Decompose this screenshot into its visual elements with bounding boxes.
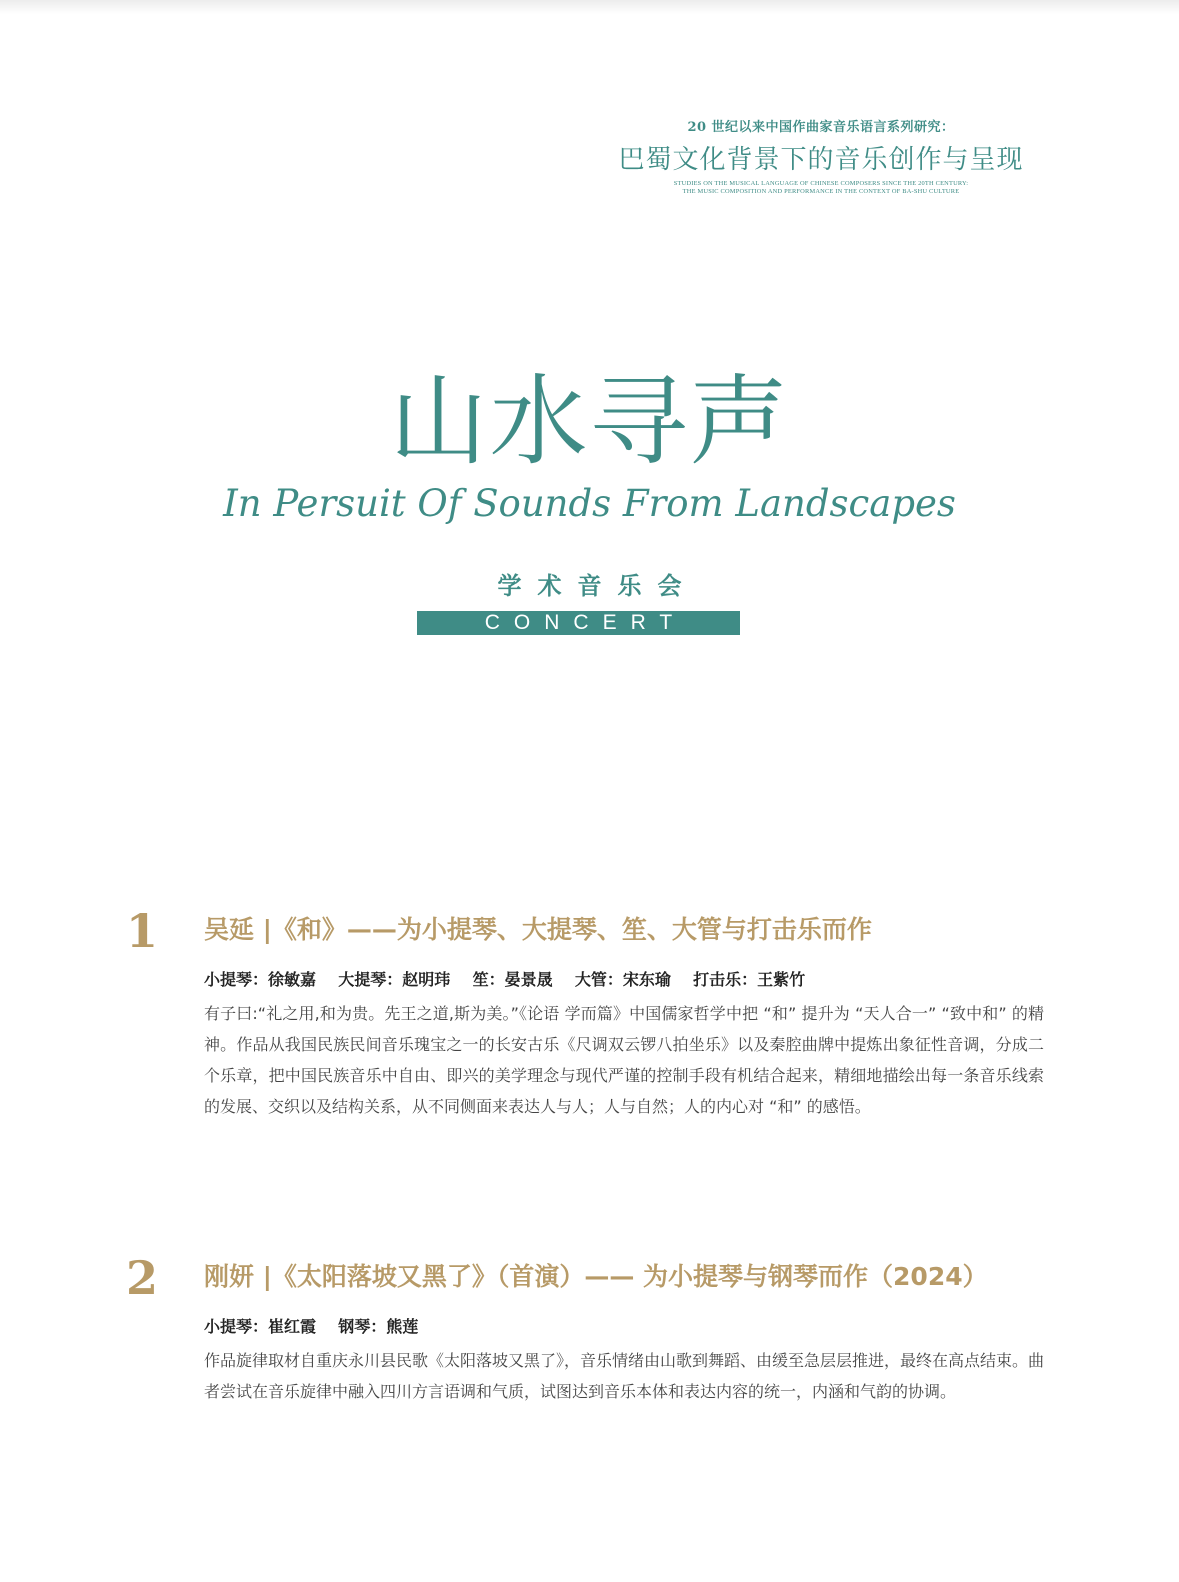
program-description: 有子曰:“礼之用,和为贵。先王之道,斯为美。”《论语 学而篇》中国儒家哲学中把 “和” 提升为 “天人合一” “致中和” 的精神。作品从我国民族民间音乐瑰宝之一的长安古乐《尺调双云锣八拍坐乐》以及秦腔曲牌中提炼出象征性音调，分成二个乐章，把中国民族音乐中自由、即兴的美学理念与现代严谨的控制手段有机结合起来，精细地描绘出每一条音乐线索的发展、交织以及结构关系，从不同侧面来表达人与人；人与自然；人的内心对 “和” 的感悟。 xyxy=(204,1004,1044,1116)
series-english-line-1: STUDIES ON THE MUSICAL LANGUAGE OF CHINESE COMPOSERS SINCE THE 20TH CENTURY: xyxy=(673,180,969,187)
concert-title: 山水寻声 xyxy=(389,365,790,479)
page-top-edge xyxy=(0,0,1179,14)
series-subtitle: 巴蜀文化背景下的音乐创作与呈现 xyxy=(618,145,1024,175)
program-performers: 小提琴：崔红霞 钢琴：熊莲 xyxy=(204,1317,419,1336)
program-number: 1 xyxy=(126,904,159,958)
program-description: 作品旋律取材自重庆永川县民歌《太阳落坡又黑了》，音乐情绪由山歌到舞蹈、由缓至急层层推进，最终在高点结束。曲者尝试在音乐旋律中融入四川方言语调和气质，试图达到音乐本体和表达内容的统一，内涵和气韵的协调。 xyxy=(204,1351,1045,1401)
program-performers: 小提琴：徐敏嘉 大提琴：赵明玮 笙：晏景晟 大管：宋东瑜 打击乐：王紫竹 xyxy=(204,970,806,989)
program-heading: 吴延 |《和》——为小提琴、大提琴、笙、大管与打击乐而作 xyxy=(204,915,872,944)
series-title-line: 20 世纪以来中国作曲家音乐语言系列研究： xyxy=(687,120,955,135)
series-english-line-2: THE MUSIC COMPOSITION AND PERFORMANCE IN THE CONTEXT OF BA-SHU CULTURE xyxy=(682,188,960,195)
concert-label-cn: 学术音乐会 xyxy=(497,572,698,600)
program-heading: 刚妍 |《太阳落坡又黑了》（首演）—— 为小提琴与钢琴而作（2024） xyxy=(204,1262,988,1291)
program-number: 2 xyxy=(126,1251,159,1305)
series-header xyxy=(600,116,1042,196)
concert-label-en: CONCERT xyxy=(417,611,740,635)
concert-english-title: In Persuit Of Sounds From Landscapes xyxy=(223,482,956,525)
